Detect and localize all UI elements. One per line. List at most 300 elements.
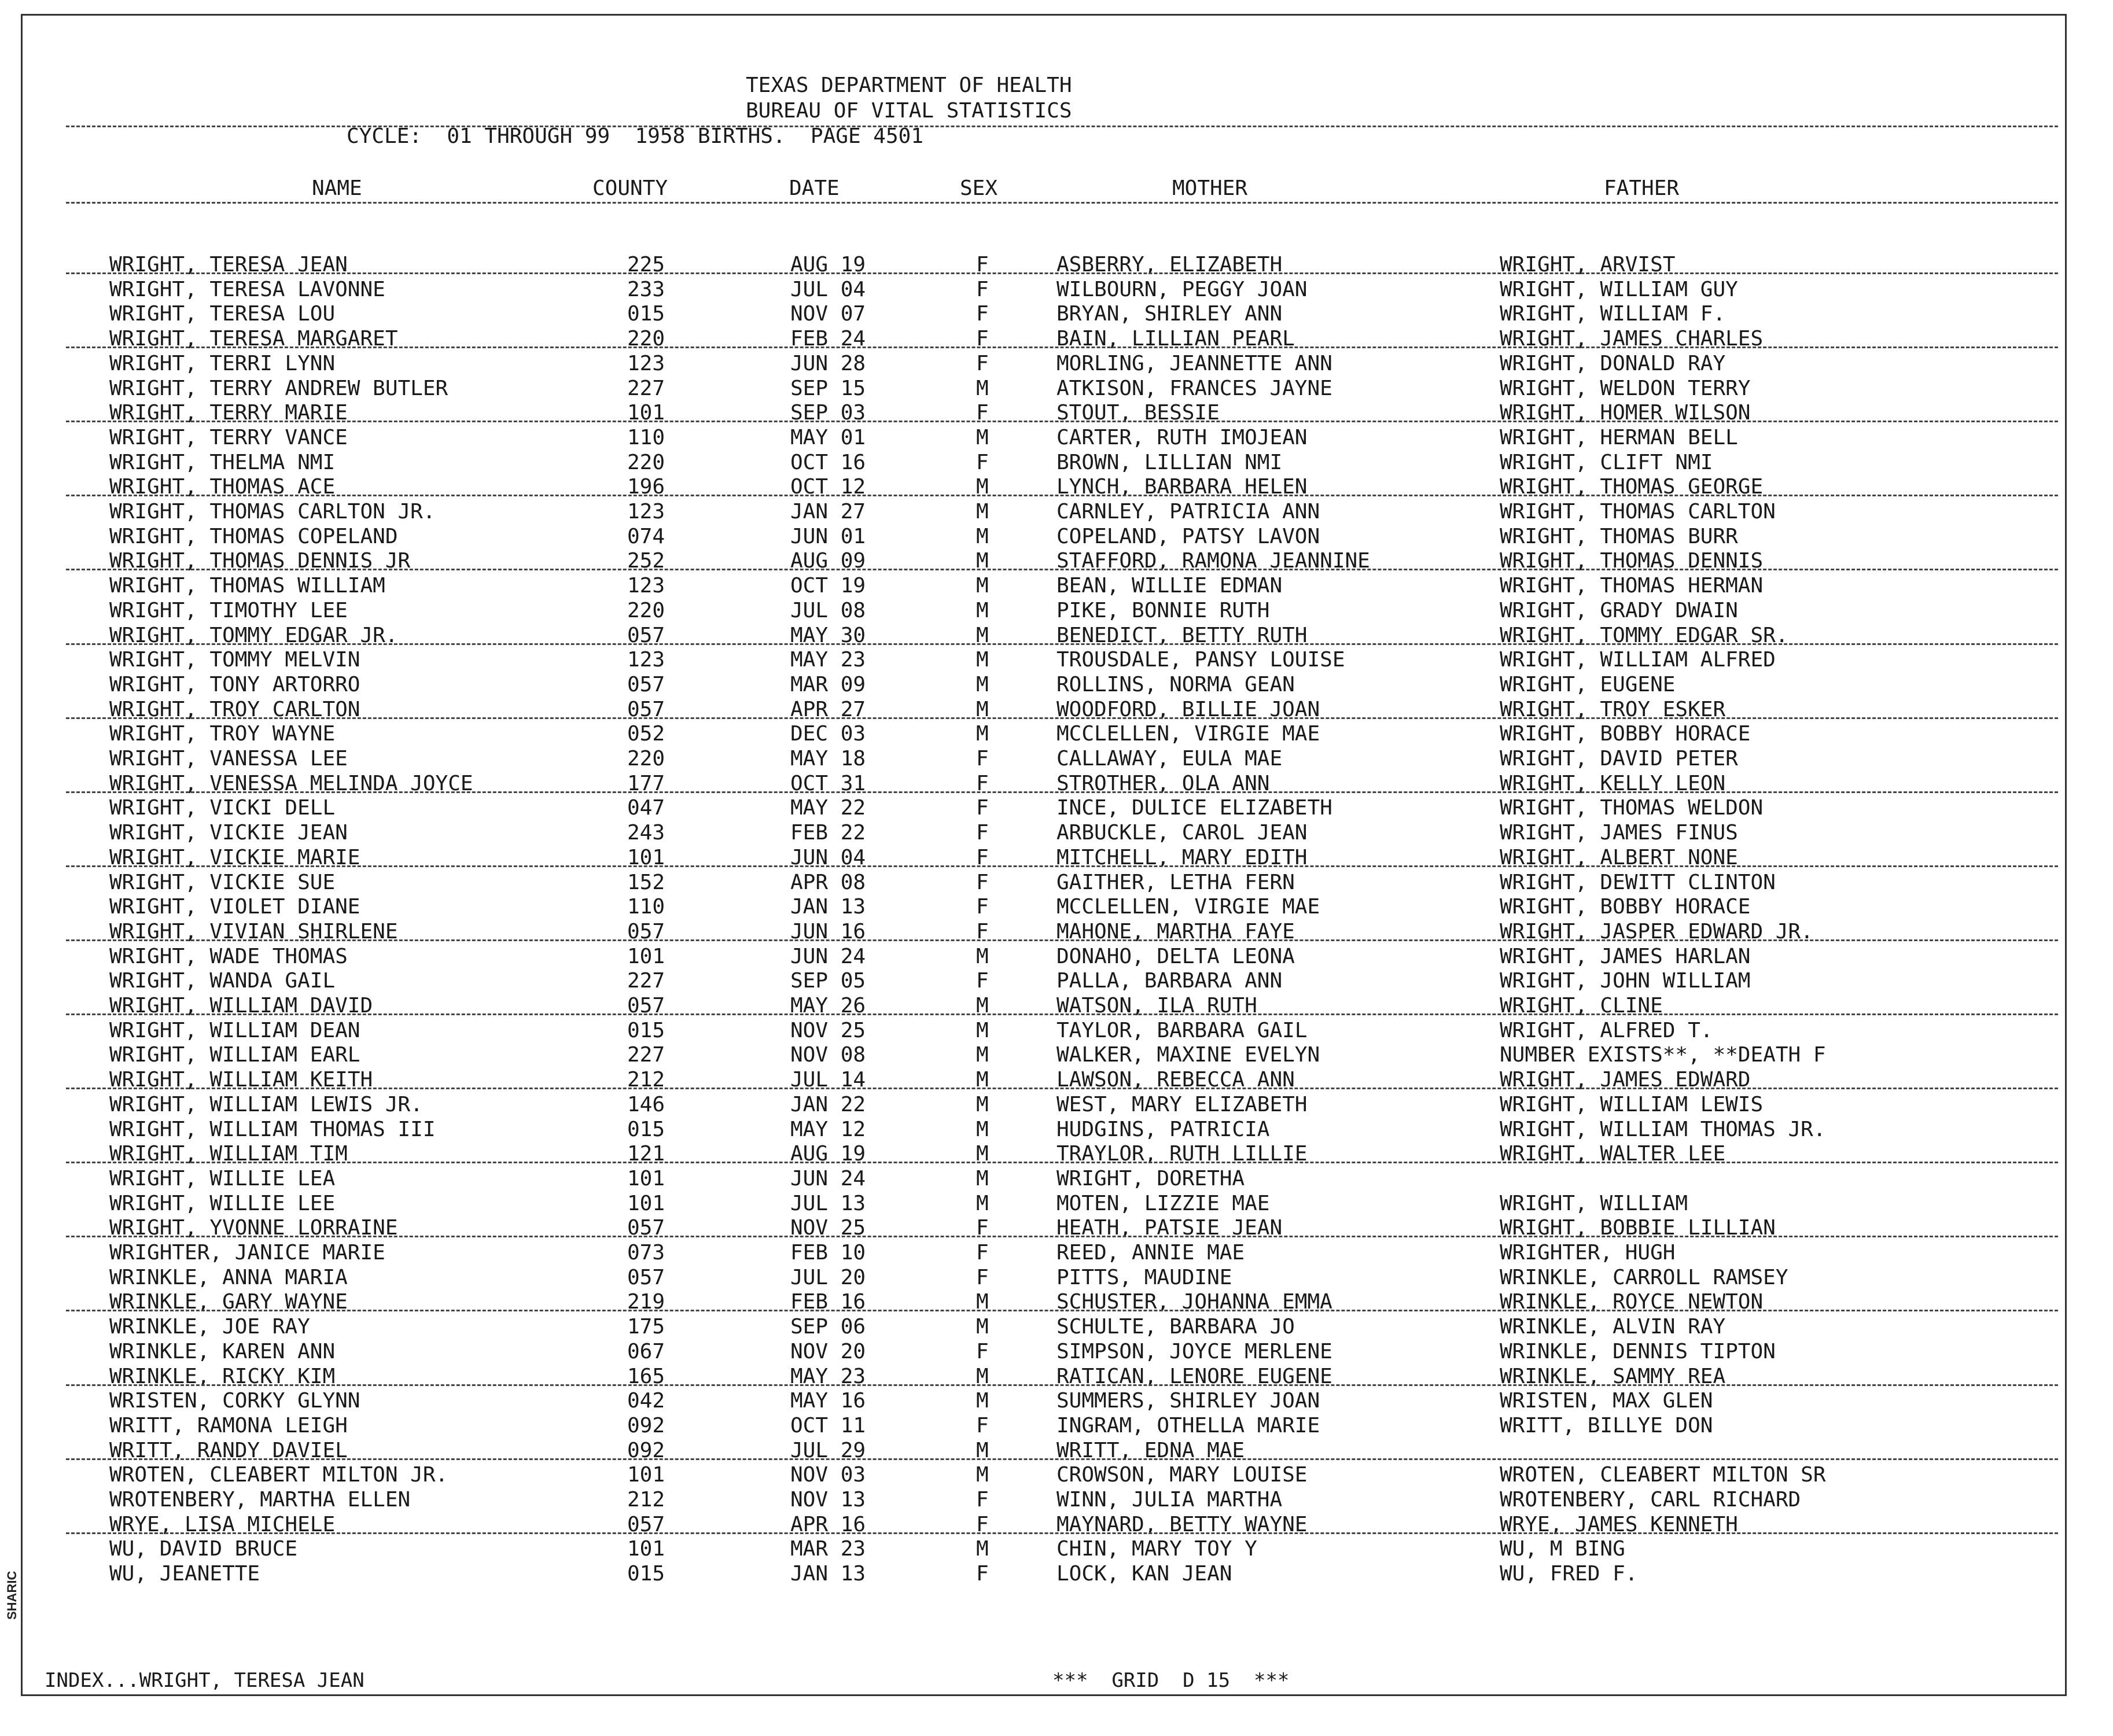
cell-sex: M xyxy=(976,623,989,647)
cell-date: JUN 16 xyxy=(790,919,866,943)
cell-sex: F xyxy=(976,969,989,993)
cell-date: MAY 01 xyxy=(790,425,866,449)
cell-name: WRIGHT, WANDA GAIL xyxy=(109,969,336,993)
cell-mother: CALLAWAY, EULA MAE xyxy=(1056,747,1283,771)
table-row xyxy=(23,648,2065,672)
cell-county: 220 xyxy=(627,598,665,622)
cell-name: WRIGHT, WILLIAM LEWIS JR. xyxy=(109,1092,423,1116)
cell-mother: COPELAND, PATSY LAVON xyxy=(1056,524,1320,548)
cell-date: JUL 29 xyxy=(790,1438,866,1462)
cell-date: MAY 16 xyxy=(790,1389,866,1413)
cell-sex: M xyxy=(976,524,989,548)
cell-date: JUN 28 xyxy=(790,351,866,375)
cell-date: JUN 24 xyxy=(790,1166,866,1190)
cell-county: 212 xyxy=(627,1488,665,1512)
cell-mother: PITTS, MAUDINE xyxy=(1056,1265,1232,1289)
cell-name: WRIGHT, VICKIE JEAN xyxy=(109,821,348,845)
cell-father: WRIGHT, WILLIAM LEWIS xyxy=(1500,1092,1764,1116)
cell-sex: F xyxy=(976,1216,989,1240)
cell-county: 220 xyxy=(627,747,665,771)
cell-mother: BROWN, LILLIAN NMI xyxy=(1056,450,1283,474)
cell-name: WRIGHT, TERESA MARGARET xyxy=(109,327,398,351)
table-row xyxy=(23,525,2065,549)
cell-sex: F xyxy=(976,1265,989,1289)
cell-name: WRIGHT, TROY WAYNE xyxy=(109,722,336,746)
cell-county: 057 xyxy=(627,697,665,721)
cell-county: 227 xyxy=(627,1043,665,1067)
header-department: TEXAS DEPARTMENT OF HEALTH xyxy=(746,73,1072,97)
cell-county: 219 xyxy=(627,1290,665,1314)
table-row xyxy=(23,1562,2065,1586)
cell-mother: STAFFORD, RAMONA JEANNINE xyxy=(1056,549,1370,573)
cell-county: 212 xyxy=(627,1068,665,1092)
cell-mother: ROLLINS, NORMA GEAN xyxy=(1056,672,1295,696)
cell-mother: REED, ANNIE MAE xyxy=(1056,1241,1245,1265)
cell-name: WRIGHT, YVONNE LORRAINE xyxy=(109,1216,398,1240)
cell-name: WRIGHT, THOMAS CARLTON JR. xyxy=(109,500,436,524)
col-header-father: FATHER xyxy=(1604,176,1680,200)
cell-name: WRIGHT, TROY CARLTON xyxy=(109,697,360,721)
table-row xyxy=(23,871,2065,895)
cell-father: NUMBER EXISTS**, **DEATH F xyxy=(1500,1043,1826,1067)
cell-mother: WILBOURN, PEGGY JOAN xyxy=(1056,277,1308,301)
cell-mother: WRIGHT, DORETHA xyxy=(1056,1166,1245,1190)
cell-sex: F xyxy=(976,253,989,277)
cell-county: 101 xyxy=(627,1537,665,1561)
cell-mother: PALLA, BARBARA ANN xyxy=(1056,969,1283,993)
cell-name: WRIGHT, TERESA JEAN xyxy=(109,253,348,277)
cell-father: WRITT, BILLYE DON xyxy=(1500,1413,1713,1438)
cell-date: OCT 16 xyxy=(790,450,866,474)
table-row xyxy=(23,1389,2065,1413)
cell-mother: HUDGINS, PATRICIA xyxy=(1056,1117,1270,1141)
cell-name: WRIGHT, WILLIAM TIM xyxy=(109,1142,348,1166)
cell-name: WRIGHT, WILLIAM KEITH xyxy=(109,1068,373,1092)
cell-sex: M xyxy=(976,1290,989,1314)
cell-father: WRIGHT, JAMES EDWARD xyxy=(1500,1068,1751,1092)
row-separator xyxy=(66,569,2058,570)
cell-date: APR 08 xyxy=(790,870,866,894)
cell-name: WRIGHT, TERRY VANCE xyxy=(109,425,348,449)
table-row xyxy=(23,722,2065,746)
cell-name: WRINKLE, GARY WAYNE xyxy=(109,1290,348,1314)
cell-father: WRIGHT, ALBERT NONE xyxy=(1500,845,1738,869)
cell-mother: DONAHO, DELTA LEONA xyxy=(1056,944,1295,968)
table-row xyxy=(23,574,2065,598)
cell-father: WRIGHT, THOMAS DENNIS xyxy=(1500,549,1764,573)
cell-date: OCT 11 xyxy=(790,1413,866,1438)
cell-sex: M xyxy=(976,994,989,1018)
cell-sex: F xyxy=(976,747,989,771)
cell-mother: BRYAN, SHIRLEY ANN xyxy=(1056,302,1283,326)
cell-date: JUL 13 xyxy=(790,1191,866,1215)
cell-father: WRIGHT, WILLIAM F. xyxy=(1500,302,1726,326)
cell-county: 092 xyxy=(627,1438,665,1462)
cell-date: JUL 14 xyxy=(790,1068,866,1092)
cell-county: 233 xyxy=(627,277,665,301)
table-row xyxy=(23,895,2065,919)
cell-name: WRIGHTER, JANICE MARIE xyxy=(109,1241,385,1265)
cell-sex: M xyxy=(976,1117,989,1141)
cell-county: 165 xyxy=(627,1364,665,1388)
cell-name: WRINKLE, ANNA MARIA xyxy=(109,1265,348,1289)
cell-county: 196 xyxy=(627,475,665,499)
cell-date: MAY 23 xyxy=(790,1364,866,1388)
cell-county: 110 xyxy=(627,425,665,449)
cell-name: WRIGHT, TONY ARTORRO xyxy=(109,672,360,696)
cell-name: WU, DAVID BRUCE xyxy=(109,1537,298,1561)
cell-name: WU, JEANETTE xyxy=(109,1562,260,1586)
cell-mother: PIKE, BONNIE RUTH xyxy=(1056,598,1270,622)
cell-date: MAY 26 xyxy=(790,994,866,1018)
cell-date: FEB 16 xyxy=(790,1290,866,1314)
header-cycle: CYCLE: 01 THROUGH 99 1958 BIRTHS. PAGE 4501 xyxy=(347,124,923,148)
cell-father: WRISTEN, MAX GLEN xyxy=(1500,1389,1713,1413)
table-row xyxy=(23,451,2065,475)
cell-sex: M xyxy=(976,549,989,573)
cell-mother: MORLING, JEANNETTE ANN xyxy=(1056,351,1332,375)
cell-mother: STROTHER, OLA ANN xyxy=(1056,771,1270,795)
row-separator xyxy=(66,791,2058,793)
cell-mother: MOTEN, LIZZIE MAE xyxy=(1056,1191,1270,1215)
cell-sex: M xyxy=(976,500,989,524)
cell-name: WROTENBERY, MARTHA ELLEN xyxy=(109,1488,411,1512)
cell-date: SEP 15 xyxy=(790,376,866,400)
cell-name: WRIGHT, TOMMY MELVIN xyxy=(109,648,360,672)
cell-mother: SCHUSTER, JOHANNA EMMA xyxy=(1056,1290,1332,1314)
col-header-mother: MOTHER xyxy=(1172,176,1248,200)
cell-sex: F xyxy=(976,919,989,943)
cell-father: WRIGHT, HOMER WILSON xyxy=(1500,401,1751,425)
cell-date: MAR 23 xyxy=(790,1537,866,1561)
cell-date: AUG 19 xyxy=(790,1142,866,1166)
cell-date: NOV 25 xyxy=(790,1018,866,1042)
column-header-divider xyxy=(66,202,2058,204)
cell-sex: M xyxy=(976,574,989,598)
cell-father: WRIGHT, KELLY LEON xyxy=(1500,771,1726,795)
table-row xyxy=(23,1241,2065,1265)
cell-father: WRIGHTER, HUGH xyxy=(1500,1241,1676,1265)
cell-sex: M xyxy=(976,672,989,696)
cell-date: OCT 31 xyxy=(790,771,866,795)
cell-mother: HEATH, PATSIE JEAN xyxy=(1056,1216,1283,1240)
cell-county: 123 xyxy=(627,574,665,598)
cell-mother: TRAYLOR, RUTH LILLIE xyxy=(1056,1142,1308,1166)
birth-index-sheet xyxy=(21,14,2067,1696)
cell-father: WRIGHT, THOMAS GEORGE xyxy=(1500,475,1764,499)
cell-father: WRIGHT, TROY ESKER xyxy=(1500,697,1726,721)
cell-county: 123 xyxy=(627,500,665,524)
cell-county: 015 xyxy=(627,1117,665,1141)
cell-county: 225 xyxy=(627,253,665,277)
cell-county: 015 xyxy=(627,302,665,326)
cell-county: 152 xyxy=(627,870,665,894)
row-separator xyxy=(66,1532,2058,1534)
cell-sex: M xyxy=(976,1389,989,1413)
col-header-sex: SEX xyxy=(960,176,998,200)
cell-name: WRIGHT, WILLIAM EARL xyxy=(109,1043,360,1067)
cell-county: 057 xyxy=(627,1265,665,1289)
cell-county: 057 xyxy=(627,994,665,1018)
footer-grid: *** GRID D 15 *** xyxy=(1052,1669,1290,1692)
cell-county: 057 xyxy=(627,623,665,647)
cell-name: WRISTEN, CORKY GLYNN xyxy=(109,1389,360,1413)
cell-mother: WOODFORD, BILLIE JOAN xyxy=(1056,697,1320,721)
cell-county: 101 xyxy=(627,845,665,869)
cell-date: JAN 13 xyxy=(790,895,866,919)
cell-date: NOV 13 xyxy=(790,1488,866,1512)
cell-county: 101 xyxy=(627,1166,665,1190)
cell-father: WRIGHT, CLIFT NMI xyxy=(1500,450,1713,474)
cell-name: WRIGHT, WILLIAM THOMAS III xyxy=(109,1117,436,1141)
cell-father: WRIGHT, THOMAS WELDON xyxy=(1500,796,1764,820)
cell-county: 074 xyxy=(627,524,665,548)
row-separator xyxy=(66,717,2058,719)
cell-name: WRIGHT, VICKI DELL xyxy=(109,796,336,820)
table-row xyxy=(23,969,2065,993)
cell-sex: F xyxy=(976,302,989,326)
cell-sex: F xyxy=(976,1488,989,1512)
cell-sex: M xyxy=(976,648,989,672)
col-header-name: NAME xyxy=(312,176,362,200)
table-row xyxy=(23,1414,2065,1438)
cell-name: WRIGHT, THOMAS DENNIS JR xyxy=(109,549,411,573)
table-row xyxy=(23,599,2065,623)
cell-father: WRIGHT, HERMAN BELL xyxy=(1500,425,1738,449)
table-row xyxy=(23,747,2065,771)
cell-date: FEB 24 xyxy=(790,327,866,351)
cell-date: NOV 07 xyxy=(790,302,866,326)
cell-county: 047 xyxy=(627,796,665,820)
table-row xyxy=(23,1340,2065,1364)
cell-county: 092 xyxy=(627,1413,665,1438)
table-row xyxy=(23,1463,2065,1487)
table-row xyxy=(23,1019,2065,1043)
cell-county: 042 xyxy=(627,1389,665,1413)
cell-mother: WINN, JULIA MARTHA xyxy=(1056,1488,1283,1512)
cell-county: 067 xyxy=(627,1339,665,1363)
cell-date: JUL 08 xyxy=(790,598,866,622)
cell-county: 101 xyxy=(627,944,665,968)
table-row xyxy=(23,500,2065,524)
cell-county: 015 xyxy=(627,1018,665,1042)
row-separator xyxy=(66,1088,2058,1089)
cell-county: 220 xyxy=(627,327,665,351)
row-separator xyxy=(66,1236,2058,1237)
cell-father: WRINKLE, CARROLL RAMSEY xyxy=(1500,1265,1788,1289)
cell-father: WRIGHT, THOMAS CARLTON xyxy=(1500,500,1776,524)
cell-county: 123 xyxy=(627,351,665,375)
cell-sex: F xyxy=(976,1512,989,1536)
cell-date: MAY 22 xyxy=(790,796,866,820)
side-label: SHARIC xyxy=(5,1571,19,1620)
cell-county: 146 xyxy=(627,1092,665,1116)
cell-date: SEP 03 xyxy=(790,401,866,425)
cell-father: WRIGHT, DEWITT CLINTON xyxy=(1500,870,1776,894)
cell-sex: M xyxy=(976,1315,989,1339)
cell-father: WRIGHT, EUGENE xyxy=(1500,672,1676,696)
cell-date: JUN 04 xyxy=(790,845,866,869)
cell-date: AUG 09 xyxy=(790,549,866,573)
cell-name: WRIGHT, WILLIAM DAVID xyxy=(109,994,373,1018)
cell-mother: MCCLELLEN, VIRGIE MAE xyxy=(1056,895,1320,919)
table-row xyxy=(23,1315,2065,1339)
cell-sex: F xyxy=(976,1413,989,1438)
cell-father: WRIGHT, BOBBY HORACE xyxy=(1500,895,1751,919)
cell-date: JAN 27 xyxy=(790,500,866,524)
cell-father: WRIGHT, WELDON TERRY xyxy=(1500,376,1751,400)
cell-mother: BENEDICT, BETTY RUTH xyxy=(1056,623,1308,647)
cell-date: MAY 18 xyxy=(790,747,866,771)
cell-mother: CARNLEY, PATRICIA ANN xyxy=(1056,500,1320,524)
cell-date: JUN 01 xyxy=(790,524,866,548)
cell-father: WRIGHT, WILLIAM ALFRED xyxy=(1500,648,1776,672)
cell-date: FEB 10 xyxy=(790,1241,866,1265)
cell-county: 101 xyxy=(627,1463,665,1487)
row-separator xyxy=(66,865,2058,867)
cell-date: APR 16 xyxy=(790,1512,866,1536)
cell-father: WRIGHT, ALFRED T. xyxy=(1500,1018,1713,1042)
table-row xyxy=(23,352,2065,376)
cell-name: WRIGHT, THOMAS COPELAND xyxy=(109,524,398,548)
cell-sex: F xyxy=(976,845,989,869)
row-separator xyxy=(66,939,2058,941)
cell-name: WRIGHT, VIVIAN SHIRLENE xyxy=(109,919,398,943)
cell-date: NOV 20 xyxy=(790,1339,866,1363)
cell-mother: LOCK, KAN JEAN xyxy=(1056,1562,1232,1586)
row-separator xyxy=(66,1458,2058,1460)
table-row xyxy=(23,945,2065,969)
cell-mother: GAITHER, LETHA FERN xyxy=(1056,870,1295,894)
cell-sex: F xyxy=(976,1241,989,1265)
cell-date: NOV 25 xyxy=(790,1216,866,1240)
cell-name: WRIGHT, WADE THOMAS xyxy=(109,944,348,968)
col-header-date: DATE xyxy=(789,176,840,200)
cell-father: WRIGHT, WALTER LEE xyxy=(1500,1142,1726,1166)
table-row xyxy=(23,278,2065,302)
row-separator xyxy=(66,347,2058,348)
cell-county: 252 xyxy=(627,549,665,573)
cell-mother: MAYNARD, BETTY WAYNE xyxy=(1056,1512,1308,1536)
cell-father: WRIGHT, DONALD RAY xyxy=(1500,351,1726,375)
cell-sex: F xyxy=(976,401,989,425)
cell-name: WRINKLE, KAREN ANN xyxy=(109,1339,336,1363)
cell-name: WRIGHT, TIMOTHY LEE xyxy=(109,598,348,622)
cell-sex: M xyxy=(976,722,989,746)
header-bureau: BUREAU OF VITAL STATISTICS xyxy=(746,99,1072,123)
cell-sex: M xyxy=(976,1092,989,1116)
cell-name: WRITT, RAMONA LEIGH xyxy=(109,1413,348,1438)
table-row xyxy=(23,1043,2065,1067)
cell-sex: M xyxy=(976,1068,989,1092)
cell-county: 110 xyxy=(627,895,665,919)
cell-mother: SUMMERS, SHIRLEY JOAN xyxy=(1056,1389,1320,1413)
cell-date: DEC 03 xyxy=(790,722,866,746)
cell-father: WRIGHT, JAMES CHARLES xyxy=(1500,327,1764,351)
cell-mother: SCHULTE, BARBARA JO xyxy=(1056,1315,1295,1339)
cell-mother: WRITT, EDNA MAE xyxy=(1056,1438,1245,1462)
cell-date: JAN 13 xyxy=(790,1562,866,1586)
cell-county: 057 xyxy=(627,919,665,943)
cell-sex: M xyxy=(976,1043,989,1067)
cell-name: WRIGHT, TOMMY EDGAR JR. xyxy=(109,623,398,647)
row-separator xyxy=(66,272,2058,274)
cell-mother: MCCLELLEN, VIRGIE MAE xyxy=(1056,722,1320,746)
cell-county: 057 xyxy=(627,1512,665,1536)
cell-sex: F xyxy=(976,1562,989,1586)
cell-county: 057 xyxy=(627,1216,665,1240)
table-row xyxy=(23,1118,2065,1142)
cell-name: WRIGHT, TERRY ANDREW BUTLER xyxy=(109,376,448,400)
cell-county: 052 xyxy=(627,722,665,746)
cell-mother: CHIN, MARY TOY Y xyxy=(1056,1537,1257,1561)
cell-sex: F xyxy=(976,277,989,301)
cell-county: 175 xyxy=(627,1315,665,1339)
cell-father: WRIGHT, WILLIAM THOMAS JR. xyxy=(1500,1117,1826,1141)
table-row xyxy=(23,377,2065,401)
cell-name: WRIGHT, TERESA LOU xyxy=(109,302,336,326)
cell-father: WRIGHT, BOBBY HORACE xyxy=(1500,722,1751,746)
cell-mother: LAWSON, REBECCA ANN xyxy=(1056,1068,1295,1092)
row-separator xyxy=(66,421,2058,422)
cell-name: WRIGHT, TERESA LAVONNE xyxy=(109,277,385,301)
cell-name: WRIGHT, WILLIE LEE xyxy=(109,1191,336,1215)
cell-sex: M xyxy=(976,697,989,721)
cell-county: 015 xyxy=(627,1562,665,1586)
cell-father: WRIGHT, CLINE xyxy=(1500,994,1663,1018)
cell-sex: M xyxy=(976,1364,989,1388)
cell-sex: F xyxy=(976,1339,989,1363)
cell-father: WRIGHT, JOHN WILLIAM xyxy=(1500,969,1751,993)
cell-sex: F xyxy=(976,821,989,845)
cell-date: MAY 30 xyxy=(790,623,866,647)
cell-mother: BAIN, LILLIAN PEARL xyxy=(1056,327,1295,351)
cell-father: WU, FRED F. xyxy=(1500,1562,1638,1586)
table-row xyxy=(23,302,2065,326)
cell-sex: F xyxy=(976,327,989,351)
cell-father: WU, M BING xyxy=(1500,1537,1625,1561)
cell-name: WRINKLE, RICKY KIM xyxy=(109,1364,336,1388)
cell-father: WRIGHT, TOMMY EDGAR SR. xyxy=(1500,623,1788,647)
table-row xyxy=(23,1537,2065,1561)
cell-father: WRIGHT, THOMAS BURR xyxy=(1500,524,1738,548)
cell-father: WRINKLE, DENNIS TIPTON xyxy=(1500,1339,1776,1363)
cell-name: WRIGHT, VENESSA MELINDA JOYCE xyxy=(109,771,473,795)
cell-mother: MITCHELL, MARY EDITH xyxy=(1056,845,1308,869)
row-separator xyxy=(66,1310,2058,1311)
cell-name: WRIGHT, VICKIE SUE xyxy=(109,870,336,894)
cell-date: JAN 22 xyxy=(790,1092,866,1116)
cell-date: NOV 08 xyxy=(790,1043,866,1067)
cell-date: OCT 19 xyxy=(790,574,866,598)
cell-father: WRIGHT, WILLIAM xyxy=(1500,1191,1688,1215)
cell-father: WRIGHT, ARVIST xyxy=(1500,253,1676,277)
cell-name: WRIGHT, VICKIE MARIE xyxy=(109,845,360,869)
cell-date: SEP 05 xyxy=(790,969,866,993)
cell-mother: SIMPSON, JOYCE MERLENE xyxy=(1056,1339,1332,1363)
cell-name: WROTEN, CLEABERT MILTON JR. xyxy=(109,1463,448,1487)
cell-mother: INCE, DULICE ELIZABETH xyxy=(1056,796,1332,820)
table-row xyxy=(23,426,2065,450)
table-row xyxy=(23,1488,2065,1512)
table-row xyxy=(23,821,2065,845)
cell-mother: RATICAN, LENORE EUGENE xyxy=(1056,1364,1332,1388)
cell-sex: M xyxy=(976,1142,989,1166)
cell-name: WRITT, RANDY DAVIEL xyxy=(109,1438,348,1462)
cell-father: WROTEN, CLEABERT MILTON SR xyxy=(1500,1463,1826,1487)
cell-mother: BEAN, WILLIE EDMAN xyxy=(1056,574,1283,598)
cell-sex: M xyxy=(976,1438,989,1462)
